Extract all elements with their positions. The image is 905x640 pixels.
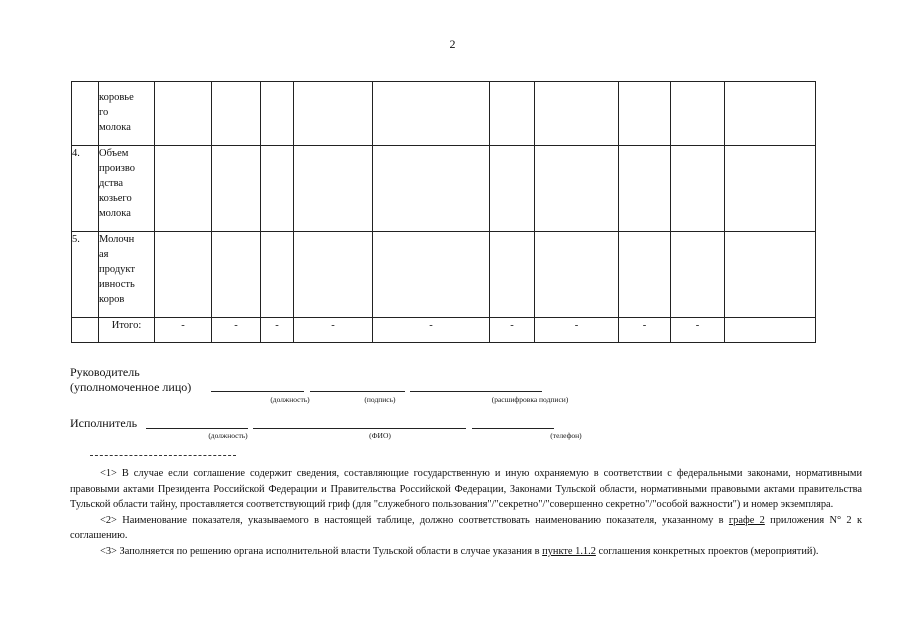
footnote-1: <1> В случае если соглашение содержит сведения, составляющие государственную и иную охраняемую в соответствии с федеральными законами, нормативными правовыми актами Президента Российской Федерации и Правительства Российской Федерации, Законами Тульской области, нормативными правовыми актами правительства Тульской области тайну, проставляется соответствующий гриф (для "служебного пользования"/"секретно"/"совершенно секретно"/"особой важности") и номер экземпляра. (70, 468, 862, 511)
indicator-name: Объем произво дства козьего молока (99, 146, 155, 232)
total-value: - (212, 318, 261, 343)
total-value: - (155, 318, 212, 343)
total-value: - (535, 318, 619, 343)
total-value: - (490, 318, 535, 343)
head-position-line (211, 391, 304, 392)
caption-position: (должность) (208, 431, 248, 440)
footnotes (70, 466, 862, 560)
caption-signature: (подпись) (364, 395, 396, 404)
link-grafa-2[interactable]: графе 2 (728, 514, 765, 526)
row-number: 5. (72, 232, 99, 318)
caption-phone: (телефон) (550, 431, 582, 440)
total-value: - (294, 318, 373, 343)
table-row (72, 82, 816, 146)
executor-fio-line (253, 428, 466, 429)
page-number: 2 (449, 37, 456, 51)
table-row (72, 232, 816, 318)
head-decryption-line (410, 391, 542, 392)
total-value: - (671, 318, 725, 343)
total-value: - (619, 318, 671, 343)
indicators-table (71, 81, 816, 343)
total-value: - (373, 318, 490, 343)
head-signature-line (310, 391, 405, 392)
caption-fio: (ФИО) (369, 431, 391, 440)
footnote-2: <2> Наименование показателя, указываемого в настоящей таблице, должно соответствовать наименованию показателя, указанному в графе 2 приложения N° 2 к соглашению. (70, 514, 862, 542)
head-label: Руководитель (70, 365, 140, 379)
total-label: Итого: (99, 318, 155, 343)
caption-position: (должность) (270, 395, 310, 404)
link-punkt-1-1-2[interactable]: пункте 1.1.2 (542, 545, 596, 557)
footnote-3: <3> Заполняется по решению органа исполнительной власти Тульской области в случае указания в пункте 1.1.2 соглашения конкретных проектов (мероприятий). (100, 545, 819, 557)
indicator-name: Молочн ая продукт ивность коров (99, 232, 155, 318)
head-sublabel: (уполномоченное лицо) (70, 380, 192, 394)
total-value: - (261, 318, 294, 343)
table-row (72, 146, 816, 232)
total-row (72, 318, 816, 343)
footnote-separator (90, 455, 236, 456)
executor-position-line (146, 428, 248, 429)
indicator-name: коровье го молока (99, 82, 155, 146)
row-number: 4. (72, 146, 99, 232)
executor-phone-line (472, 428, 554, 429)
row-number (72, 82, 99, 146)
caption-decryption: (расшифровка подписи) (491, 395, 569, 404)
executor-label: Исполнитель (70, 416, 138, 430)
